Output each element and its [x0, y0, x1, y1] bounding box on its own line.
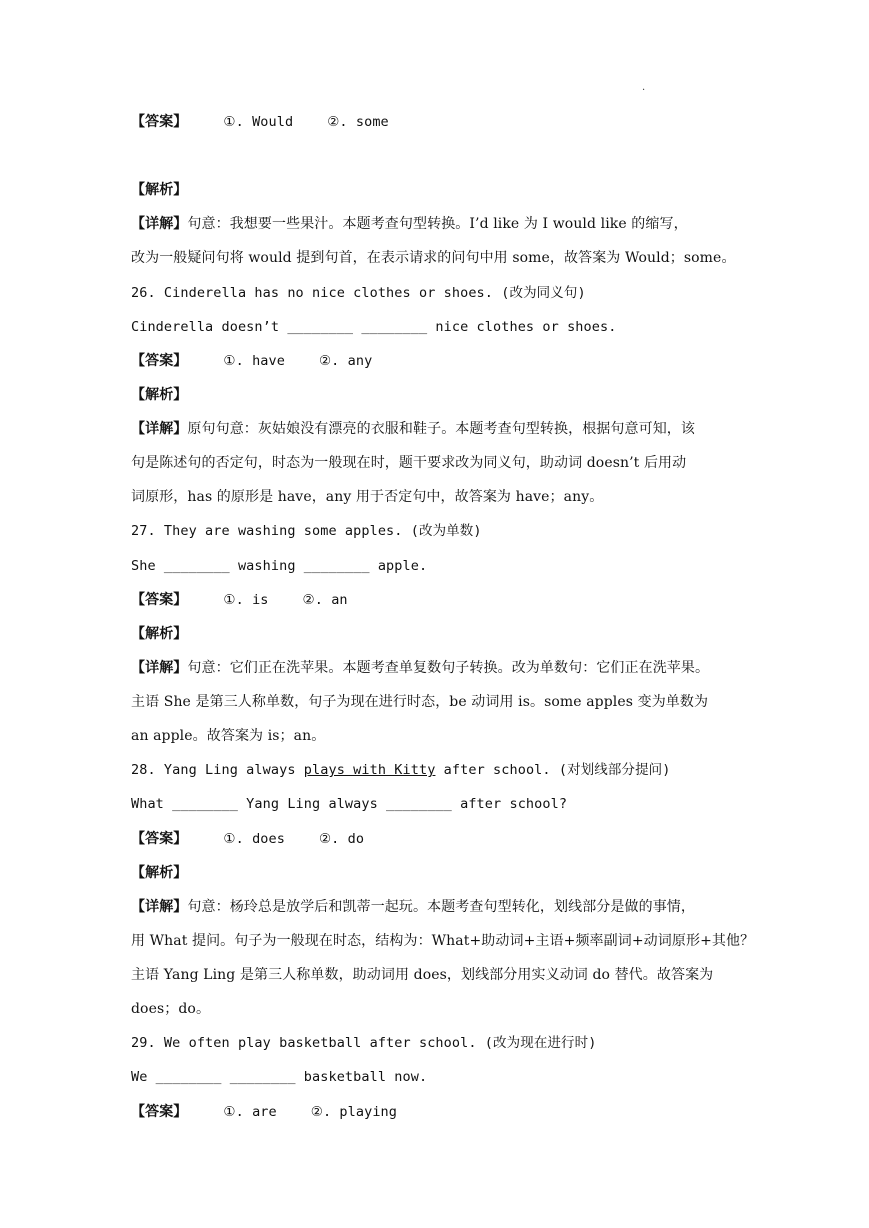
blank-line-27 [131, 556, 741, 576]
answer-1: ①. Would [223, 114, 294, 130]
detail-text: 句是陈述句的否定句，时态为一般现在时，题干要求改为同义句，助动词 doesn’t 后用动 [131, 455, 687, 471]
blank-text: What ________ Yang Ling always ________ after school? [131, 796, 568, 812]
answer-1: ①. are [223, 1104, 277, 1120]
detail-line-28-1 [131, 897, 741, 917]
blank-text: She ________ washing ________ apple. [131, 558, 428, 574]
answer-1: ①. have [223, 353, 285, 369]
answer-label: 【答案】 [131, 353, 188, 369]
detail-line-26-3 [131, 487, 741, 507]
detail-text: 句意：它们正在洗苹果。本题考查单复数句子转换。改为单数句：它们正在洗苹果。 [187, 660, 710, 676]
analysis-label-26 [131, 385, 741, 405]
blank-line-28 [131, 794, 741, 814]
blank-line-29 [131, 1067, 741, 1087]
answer-1: ①. is [223, 592, 269, 608]
analysis-label-27 [131, 624, 741, 644]
detail-label: 【详解】 [131, 421, 188, 437]
question-text: 27. They are washing some apples. (改为单数) [131, 523, 482, 539]
question-29 [131, 1033, 741, 1053]
blank-text: Cinderella doesn’t ________ ________ nice clothes or shoes. [131, 319, 617, 335]
detail-line-26-2 [131, 453, 741, 473]
analysis-label: 【解析】 [131, 626, 188, 642]
detail-text: 用 What 提问。句子为一般现在时态，结构为：What+助动词+主语+频率副词+动词原形+其他？ [131, 933, 755, 949]
question-27 [131, 521, 741, 541]
answer-line-29 [131, 1102, 741, 1122]
detail-line-25-2 [131, 248, 741, 268]
detail-line-27-1 [131, 658, 741, 678]
detail-line-27-2 [131, 692, 741, 712]
underlined-phrase: plays with Kitty [303, 762, 436, 778]
detail-text: 改为一般疑问句将 would 提到句首，在表示请求的问句中用 some，故答案为 Would；some。 [131, 250, 736, 266]
answer-label: 【答案】 [131, 831, 188, 847]
question-text: after school. (对划线部分提问) [435, 762, 671, 778]
detail-text: 句意：杨玲总是放学后和凯蒂一起玩。本题考查句型转化，划线部分是做的事情， [187, 899, 696, 915]
detail-line-25-1 [131, 214, 741, 234]
detail-line-26-1 [131, 419, 741, 439]
analysis-label-28 [131, 863, 741, 883]
detail-line-28-3 [131, 965, 741, 985]
detail-line-28-4 [131, 999, 741, 1019]
blank-text: We ________ ________ basketball now. [131, 1069, 428, 1085]
answer-2: ②. do [318, 831, 365, 847]
detail-label: 【详解】 [131, 660, 188, 676]
detail-text: 主语 Yang Ling 是第三人称单数，助动词用 does，划线部分用实义动词 do 替代。故答案为 [131, 967, 714, 983]
question-28 [131, 760, 741, 780]
detail-text: 词原形，has 的原形是 have，any 用于否定句中，故答案为 have；any。 [131, 489, 604, 505]
detail-label: 【详解】 [131, 216, 188, 232]
question-text: 26. Cinderella has no nice clothes or shoes. (改为同义句) [131, 285, 586, 301]
detail-text: 主语 She 是第三人称单数，句子为现在进行时态，be 动词用 is。some apples 变为单数为 [131, 694, 709, 710]
question-text: 28. Yang Ling always [131, 762, 304, 778]
header-mark: . [642, 82, 646, 93]
answer-2: ②. playing [310, 1104, 398, 1120]
detail-line-28-2 [131, 931, 755, 951]
detail-text: does；do。 [131, 1001, 211, 1017]
question-text: 29. We often play basketball after school. (改为现在进行时) [131, 1035, 597, 1051]
answer-line-26 [131, 351, 741, 371]
detail-line-27-3 [131, 726, 741, 746]
answer-line-25 [131, 112, 741, 132]
analysis-label: 【解析】 [131, 182, 188, 198]
answer-label: 【答案】 [131, 592, 188, 608]
answer-label: 【答案】 [131, 114, 188, 130]
analysis-label: 【解析】 [131, 865, 188, 881]
blank-line-26 [131, 317, 741, 337]
answer-2: ②. any [318, 353, 373, 369]
answer-2: ②. some [327, 114, 389, 130]
analysis-label: 【解析】 [131, 387, 188, 403]
detail-text: 句意：我想要一些果汁。本题考查句型转换。I’d like 为 I would like 的缩写， [187, 216, 688, 232]
answer-2: ②. an [302, 592, 348, 608]
answer-line-28 [131, 829, 741, 849]
answer-label: 【答案】 [131, 1104, 188, 1120]
detail-text: an apple。故答案为 is；an。 [131, 728, 326, 744]
answer-line-27 [131, 590, 741, 610]
detail-label: 【详解】 [131, 899, 188, 915]
analysis-label-25 [131, 180, 741, 200]
answer-1: ①. does [223, 831, 285, 847]
question-26 [131, 283, 741, 303]
detail-text: 原句句意：灰姑娘没有漂亮的衣服和鞋子。本题考查句型转换，根据句意可知，该 [187, 421, 696, 437]
